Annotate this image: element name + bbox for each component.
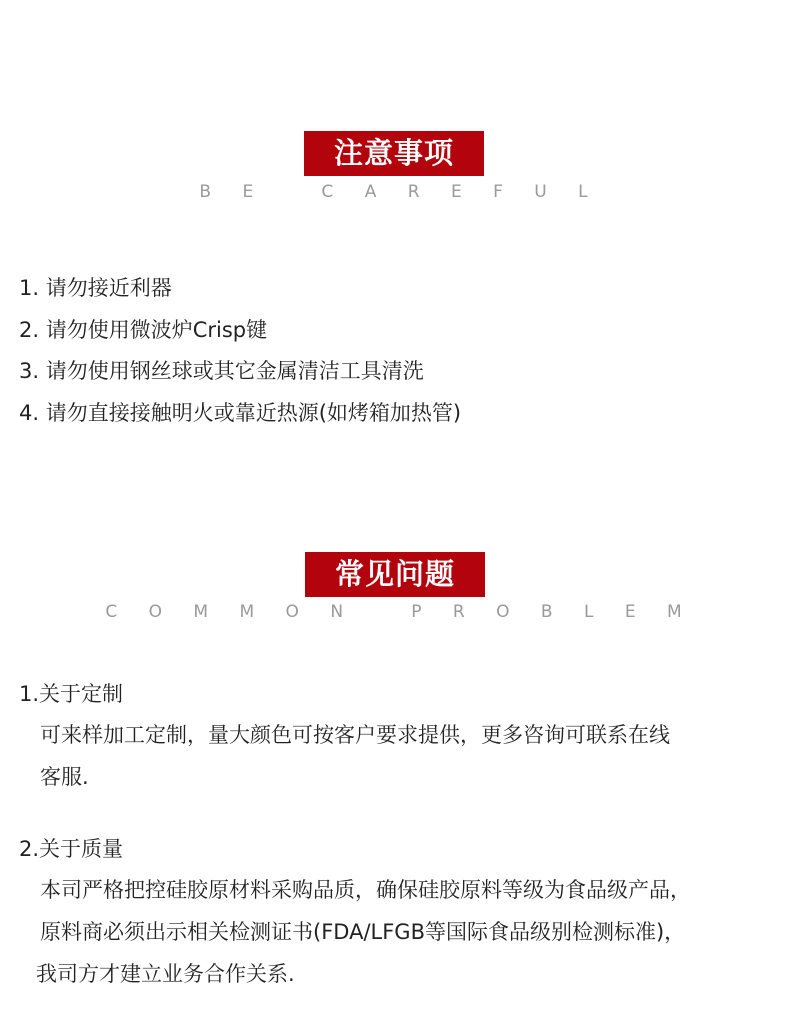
- caution-item: 4. 请勿直接接触明火或靠近热源(如烤箱加热管): [19, 400, 462, 425]
- faq-question-customization: 1.关于定制: [19, 682, 124, 706]
- faq-answer-line: 客服.: [40, 765, 89, 789]
- caution-item: 3. 请勿使用钢丝球或其它金属清洁工具清洗: [19, 359, 424, 383]
- faq-question-quality: 2.关于质量: [19, 837, 124, 861]
- faq-answer-line: 我司方才建立业务合作关系.: [36, 962, 295, 986]
- faq-answer-line: 可来样加工定制，量大颜色可按客户要求提供，更多咨询可联系在线: [40, 723, 670, 747]
- section-title-faq: 常见问题: [305, 552, 485, 597]
- caution-list: [19, 268, 461, 434]
- faq-answer-line: 本司严格把控硅胶原材料采购品质，确保硅胶原料等级为食品级产品，: [40, 878, 691, 902]
- section-title-careful: 注意事项: [304, 131, 484, 176]
- section-subtitle-faq: C O M M O N P R O B L E M: [105, 602, 695, 622]
- caution-item: 2. 请勿使用微波炉Crisp键: [19, 317, 268, 342]
- caution-item: 1. 请勿接近利器: [19, 276, 172, 300]
- section-subtitle-careful: B E C A R E F U L: [199, 182, 601, 202]
- faq-answer-line: 原料商必须出示相关检测证书(FDA/LFGB等国际食品级别检测标准)，: [40, 920, 686, 944]
